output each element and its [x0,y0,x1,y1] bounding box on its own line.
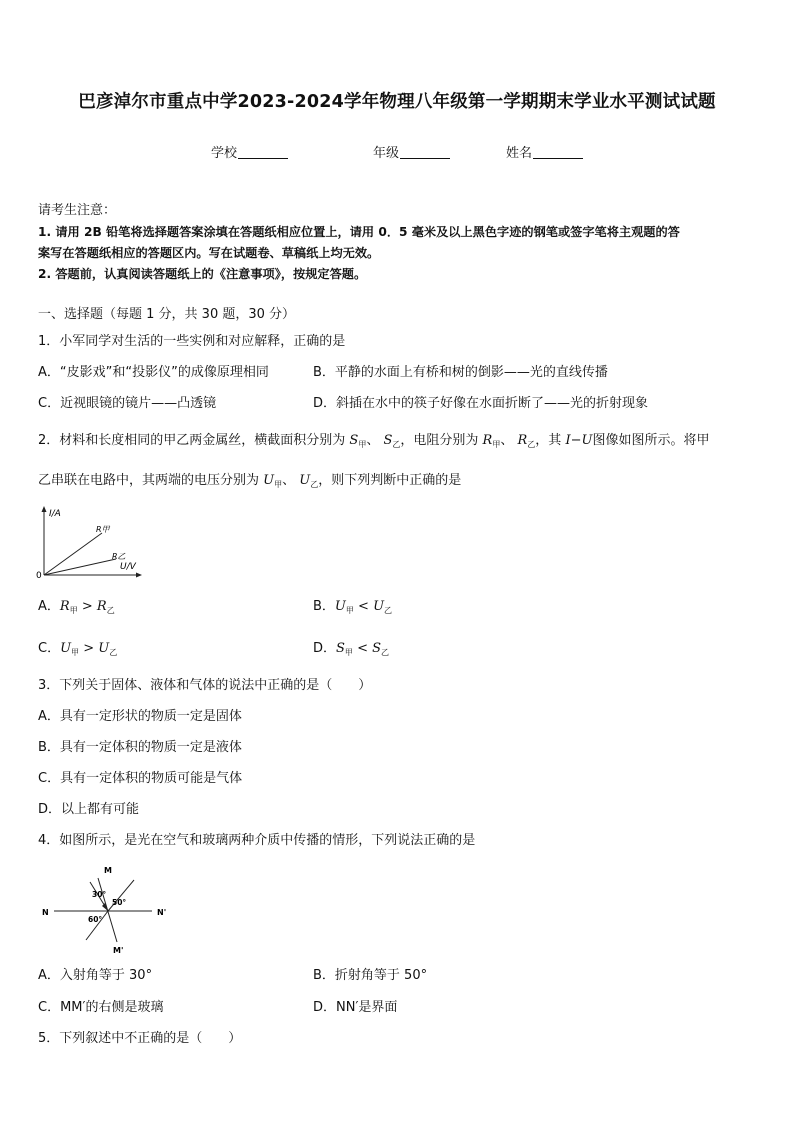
symbol-s-yi: $S_乙$ [383,433,401,449]
x-axis-label: U/V [120,562,136,572]
symbol-s-jia: $S_甲$ [349,433,367,449]
q4-stem: 4．如图所示，是光在空气和玻璃两种介质中传播的情形，下列说法正确的是 [38,833,476,848]
section-heading: 一、选择题（每题 1 分，共 30 题，30 分） [38,307,296,322]
q2-option-d[interactable]: D．$S_甲 < S_乙$ [313,641,390,657]
label-angle-30: 30° [92,890,107,899]
school-blank[interactable] [238,144,288,159]
q2-iu-graph [34,505,144,583]
label-n-prime: N' [157,908,167,917]
notice-item1-line1: 1. 请用 2B 铅笔将选择题答案涂填在答题纸相应位置上，请用 0．5 毫米及以上黑色字迹的钢笔或签字笔将主观题的答 [38,225,680,239]
name-field[interactable] [506,142,583,161]
grade-blank[interactable] [400,144,450,159]
q4-option-b[interactable]: B．折射角等于 50° [313,968,428,983]
q4-option-c[interactable]: C．MM′的右侧是玻璃 [38,1000,164,1015]
label-m-prime: M' [113,946,124,955]
q2-stem-line1: 2．材料和长度相同的甲乙两金属丝，横截面积分别为 $S_甲$、 $S_乙$，电阻分别为 $R_甲$、 $R_乙$，其 I−U图像如图所示。将甲 [38,433,710,449]
q4-option-a[interactable]: A．入射角等于 30° [38,968,153,983]
symbol-i-u: I−U [565,433,593,448]
notice-item1-line2: 案写在答题纸相应的答题区内。写在试题卷、草稿纸上均无效。 [38,246,380,260]
y-axis-arrow-icon [42,506,47,512]
notice-heading: 请考生注意： [38,203,117,218]
q2-option-c[interactable]: C．$U_甲 > U_乙$ [38,641,118,657]
label-angle-50: 50° [112,898,127,907]
q1-option-d[interactable]: D．斜插在水中的筷子好像在水面折断了——光的折射现象 [313,396,649,411]
q1-option-b[interactable]: B．平静的水面上有桥和树的倒影——光的直线传播 [313,365,608,380]
x-axis-arrow-icon [136,573,142,578]
r-yi-label: R乙 [112,552,126,561]
label-angle-60: 60° [88,915,103,924]
q1-option-a[interactable]: A．“皮影戏”和“投影仪”的成像原理相同 [38,365,269,380]
q2-stem-line2: 乙串联在电路中，其两端的电压分别为 $U_甲$、 $U_乙$，则下列判断中正确的是 [38,473,462,489]
q3-option-a[interactable]: A．具有一定形状的物质一定是固体 [38,709,242,724]
q3-option-c[interactable]: C．具有一定体积的物质可能是气体 [38,771,243,786]
label-n: N [42,908,49,917]
q2-option-a[interactable]: A．$R_甲 > R_乙$ [38,599,115,615]
q4-option-d[interactable]: D．NN′是界面 [313,1000,398,1015]
origin-label: 0 [36,571,42,581]
grade-label: 年级 [373,146,400,161]
q5-stem: 5．下列叙述中不正确的是（ ） [38,1031,242,1046]
exam-title: 巴彦淖尔市重点中学2023-2024学年物理八年级第一学期期末学业水平测试试题 [78,92,716,112]
q3-option-b[interactable]: B．具有一定体积的物质一定是液体 [38,740,242,755]
symbol-u-jia: $U_甲$ [263,473,283,489]
grade-field[interactable] [373,142,450,161]
name-blank[interactable] [533,144,583,159]
symbol-r-jia: $R_甲$ [482,433,501,449]
school-field[interactable] [211,142,288,161]
label-m: M [104,866,112,875]
symbol-u-yi: $U_乙$ [299,473,319,489]
q3-option-d[interactable]: D．以上都有可能 [38,802,140,817]
q2-option-b[interactable]: B．$U_甲 < U_乙$ [313,599,393,615]
school-label: 学校 [211,146,238,161]
q3-stem: 3．下列关于固体、液体和气体的说法中正确的是（ ） [38,678,372,693]
symbol-r-yi: $R_乙$ [517,433,536,449]
y-axis-label: I/A [49,509,61,519]
r-jia-label: R甲 [96,525,110,534]
q1-stem: 1．小军同学对生活的一些实例和对应解释，正确的是 [38,334,346,349]
notice-item2: 2. 答题前，认真阅读答题纸上的《注意事项》，按规定答题。 [38,267,367,281]
q1-option-c[interactable]: C．近视眼镜的镜片——凸透镜 [38,396,217,411]
name-label: 姓名 [506,146,533,161]
q4-light-figure [34,860,184,958]
